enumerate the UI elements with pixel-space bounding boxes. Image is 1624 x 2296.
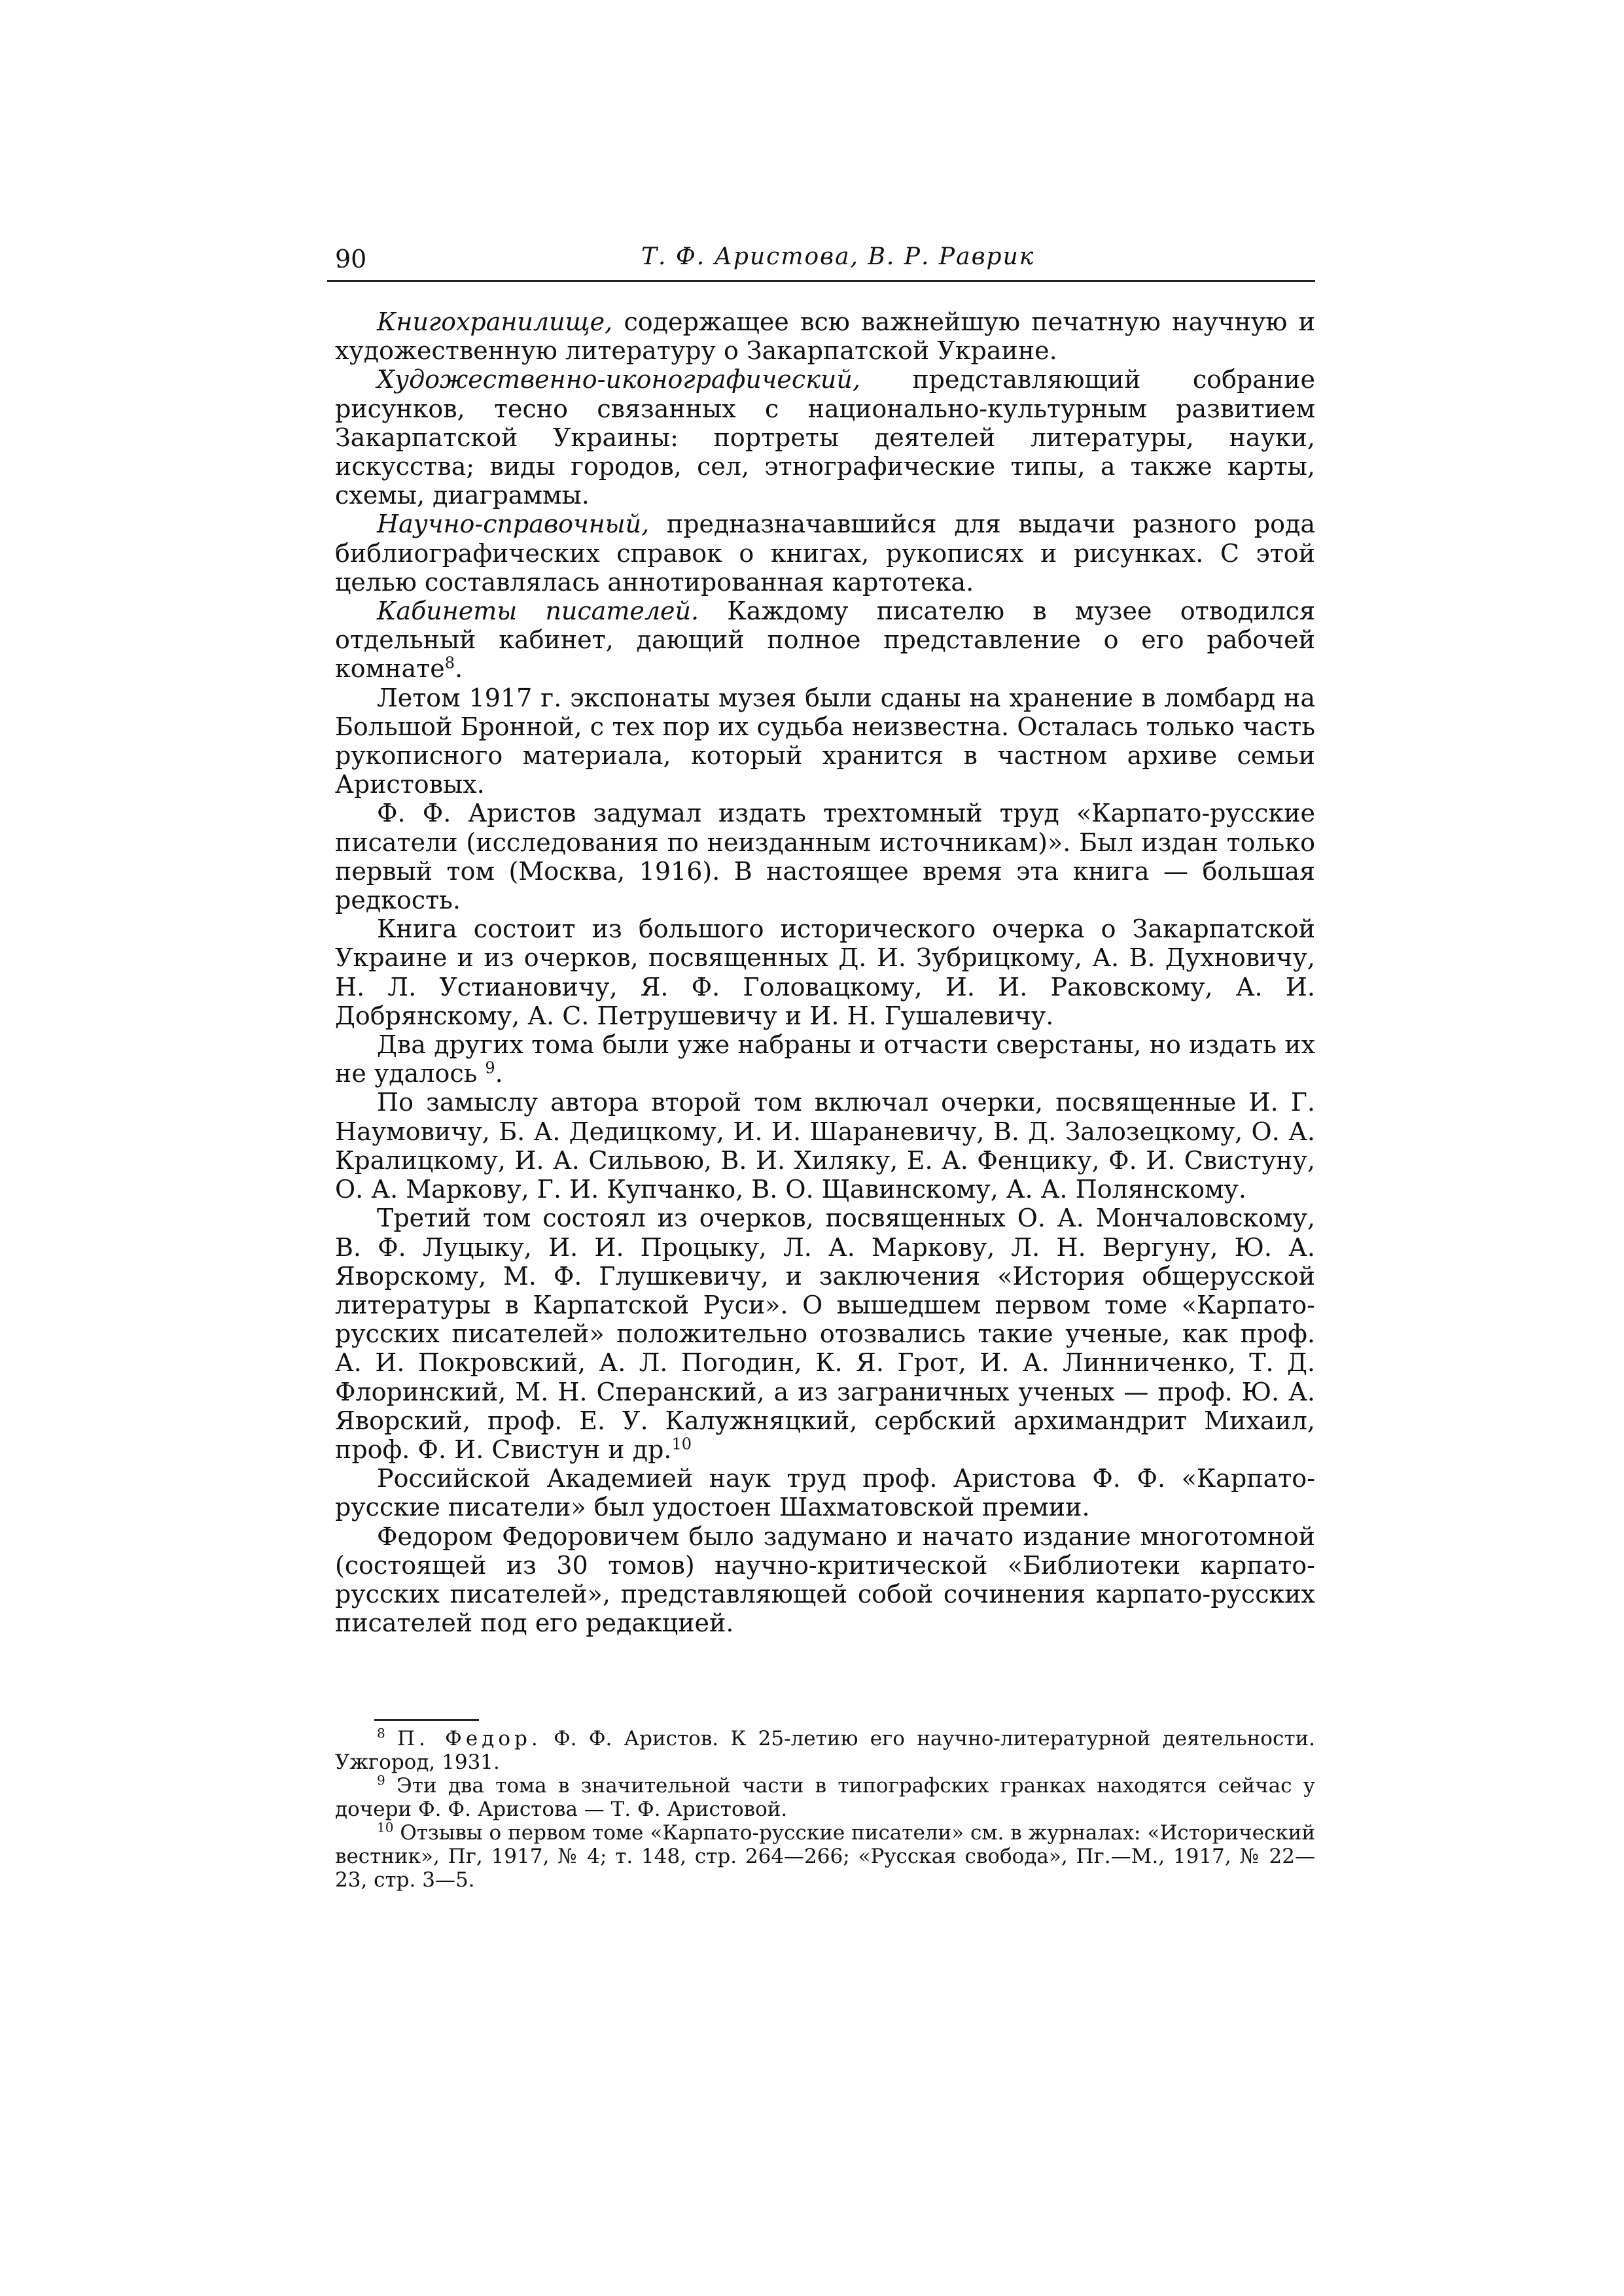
footnote-mark: 10 [377, 1819, 394, 1835]
paragraph [335, 365, 1315, 510]
paragraph-text: Федором Федоровичем было задумано и начато издание многотомной (состоящей из 30 томов) научно-критической «Библиотеки карпато-русских писателей», представляющей собой сочинения карпато-русских писателей под его редакцией. [335, 1522, 1315, 1638]
paragraph-lead: Кабинеты писателей. [377, 597, 699, 626]
paragraph-text: Российской Академией наук труд проф. Аристова Ф. Ф. «Карпато-русские писатели» был удостоен Шахматовской премии. [335, 1464, 1315, 1522]
paragraph [335, 597, 1315, 684]
page-header [327, 242, 1315, 282]
footnote-author: П. Федор. [397, 1727, 542, 1750]
footnote-mark: 8 [377, 1725, 385, 1741]
page-number: 90 [335, 245, 367, 273]
footnote [335, 1774, 1315, 1821]
paragraph [335, 799, 1315, 914]
footnote-ref[interactable]: 8 [444, 653, 455, 672]
paragraph [335, 510, 1315, 597]
paragraph [335, 914, 1315, 1030]
footnote-divider [374, 1719, 479, 1721]
paragraph [335, 1464, 1315, 1522]
paragraph [335, 1204, 1315, 1464]
paragraph-lead: Книгохранилище, [377, 307, 613, 336]
footnote [335, 1821, 1315, 1892]
paragraph-tail: . [454, 654, 463, 684]
paragraph [335, 307, 1315, 365]
footnotes [335, 1727, 1315, 1892]
footnote-ref[interactable]: 10 [671, 1435, 692, 1453]
footnote-mark: 9 [377, 1772, 385, 1788]
paragraph-text: содержащее всю важнейшую печатную научную и художественную литературу о Закарпатской Украине. [335, 307, 1315, 366]
paragraph [335, 1088, 1315, 1204]
paragraph-tail: . [495, 1059, 503, 1088]
paragraph-lead: Художественно-иконографический, [377, 365, 860, 394]
footnote-text: Ф. Ф. Аристов. К 25-летию его научно-литературной деятельности. Ужгород, 1931. [335, 1727, 1315, 1774]
paragraph-text: Два других тома были уже набраны и отчасти сверстаны, но издать их не удалось [335, 1030, 1315, 1088]
footnote-ref[interactable]: 9 [485, 1058, 495, 1077]
body-text [335, 307, 1315, 1637]
paragraph [335, 1030, 1315, 1088]
running-head: Т. Ф. Аристова, В. Р. Раврик [641, 243, 1035, 270]
paragraph-text: Книга состоит из большого исторического очерка о Закарпатской Украине и из очерков, посвященных Д. И. Зубрицкому, А. В. Духновичу, Н. Л. Устиановичу, Я. Ф. Головацкому, И. И. Раковскому, А. И. Добрянскому, А. С. Петрушевичу и И. Н. Гушалевичу. [335, 914, 1315, 1030]
paragraph-text: Летом 1917 г. экспонаты музея были сданы на хранение в ломбард на Большой Бронной, с тех пор их судьба неизвестна. Осталась только часть рукописного материала, который хранится в частном архиве семьи Аристовых. [335, 683, 1315, 799]
footnote [335, 1727, 1315, 1774]
paragraph-text: представляющий собрание рисунков, тесно связанных с национально-культурным развитием Закарпатской Украины: портреты деятелей литературы, науки, искусства; виды городов, сел, этнографические типы, а также карты, схемы, диаграммы. [335, 365, 1315, 510]
paragraph-text: По замыслу автора второй том включал очерки, посвященные И. Г. Наумовичу, Б. А. Дедицкому, И. И. Шараневичу, В. Д. Залозецкому, О. А. Кралицкому, И. А. Сильвою, В. И. Хиляку, Е. А. Фенцику, Ф. И. Свистуну, О. А. Маркову, Г. И. Купчанко, В. О. Щавинскому, А. А. Полянскому. [335, 1088, 1315, 1204]
paragraph-text: Третий том состоял из очерков, посвященных О. А. Мончаловскому, В. Ф. Луцыку, И. И. Процыку, Л. А. Маркову, Л. Н. Вергуну, Ю. А. Яворскому, М. Ф. Глушкевичу, и заключения «История общерусской литературы в Карпатской Руси». О вышедшем первом томе «Карпато-русских писателей» положительно отозвались такие ученые, как проф. А. И. Покровский, А. Л. Погодин, К. Я. Грот, И. А. Линниченко, Т. Д. Флоринский, М. Н. Сперанский, а из заграничных ученых — проф. Ю. А. Яворский, проф. Е. У. Калужняцкий, сербский архимандрит Михаил, проф. Ф. И. Свистун и др. [335, 1204, 1315, 1464]
paragraph-lead: Научно-справочный, [377, 510, 650, 539]
footnote-text: Эти два тома в значительной части в типографских гранках находятся сейчас у дочери Ф. Ф. Аристова — Т. Ф. Аристовой. [335, 1774, 1315, 1821]
paragraph [335, 1522, 1315, 1638]
footnote-text: Отзывы о первом томе «Карпато-русские писатели» см. в журналах: «Исторический вестник», Пг, 1917, № 4; т. 148, стр. 264—266; «Русская свобода», Пг.—М., 1917, № 22—23, стр. 3—5. [335, 1821, 1315, 1892]
paragraph-text: Ф. Ф. Аристов задумал издать трехтомный труд «Карпато-русские писатели (исследования по неизданным источникам)». Был издан только первый том (Москва, 1916). В настоящее время эта книга — большая редкость. [335, 799, 1315, 915]
paragraph-text: Каждому писателю в музее отводился отдельный кабинет, дающий полное представление о его рабочей комнате [335, 597, 1315, 684]
paragraph [335, 684, 1315, 799]
paragraph-text: предназначавшийся для выдачи разного рода библиографических справок о книгах, рукописях и рисунках. С этой целью составлялась аннотированная картотека. [335, 510, 1315, 597]
